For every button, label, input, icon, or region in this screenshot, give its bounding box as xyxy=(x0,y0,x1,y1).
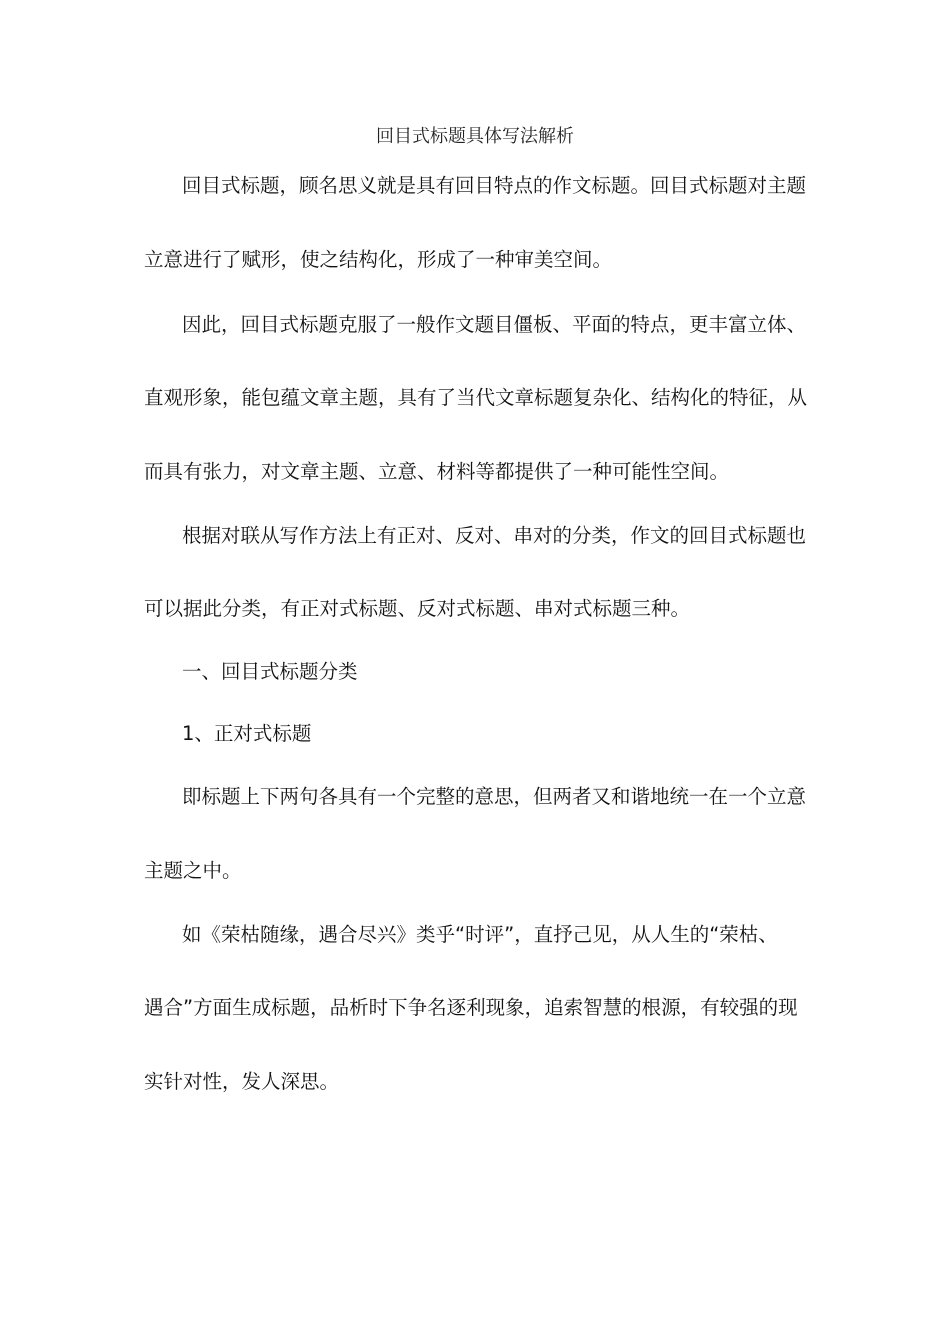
paragraph-2-line-1: 因此，回目式标题克服了一般作文题目僵板、平面的特点，更丰富立体、 xyxy=(182,313,807,336)
paragraph-2-line-2: 直观形象，能包蕴文章主题，具有了当代文章标题复杂化、结构化的特征，从 xyxy=(144,386,808,409)
paragraph-1-line-1: 回目式标题，顾名思义就是具有回目特点的作文标题。回目式标题对主题 xyxy=(182,174,807,197)
section-heading: 一、回目式标题分类 xyxy=(182,660,358,683)
paragraph-4-line-2: 主题之中。 xyxy=(144,859,242,882)
subsection-heading: 1、正对式标题 xyxy=(182,722,312,745)
paragraph-1-line-2: 立意进行了赋形，使之结构化，形成了一种审美空间。 xyxy=(144,248,613,271)
paragraph-2-line-3: 而具有张力，对文章主题、立意、材料等都提供了一种可能性空间。 xyxy=(144,460,730,483)
paragraph-4-line-1: 即标题上下两句各具有一个完整的意思，但两者又和谐地统一在一个立意 xyxy=(182,785,807,808)
paragraph-3-line-2: 可以据此分类，有正对式标题、反对式标题、串对式标题三种。 xyxy=(144,597,691,620)
paragraph-5-line-2: 遇合”方面生成标题，品析时下争名逐利现象，追索智慧的根源，有较强的现 xyxy=(144,996,798,1019)
document-title: 回目式标题具体写法解析 xyxy=(376,126,574,147)
paragraph-5-line-1: 如《荣枯随缘，遇合尽兴》类乎“时评”，直抒己见，从人生的“荣枯、 xyxy=(182,923,778,946)
paragraph-3-line-1: 根据对联从写作方法上有正对、反对、串对的分类，作文的回目式标题也 xyxy=(182,524,807,547)
paragraph-5-line-3: 实针对性，发人深思。 xyxy=(144,1070,340,1093)
